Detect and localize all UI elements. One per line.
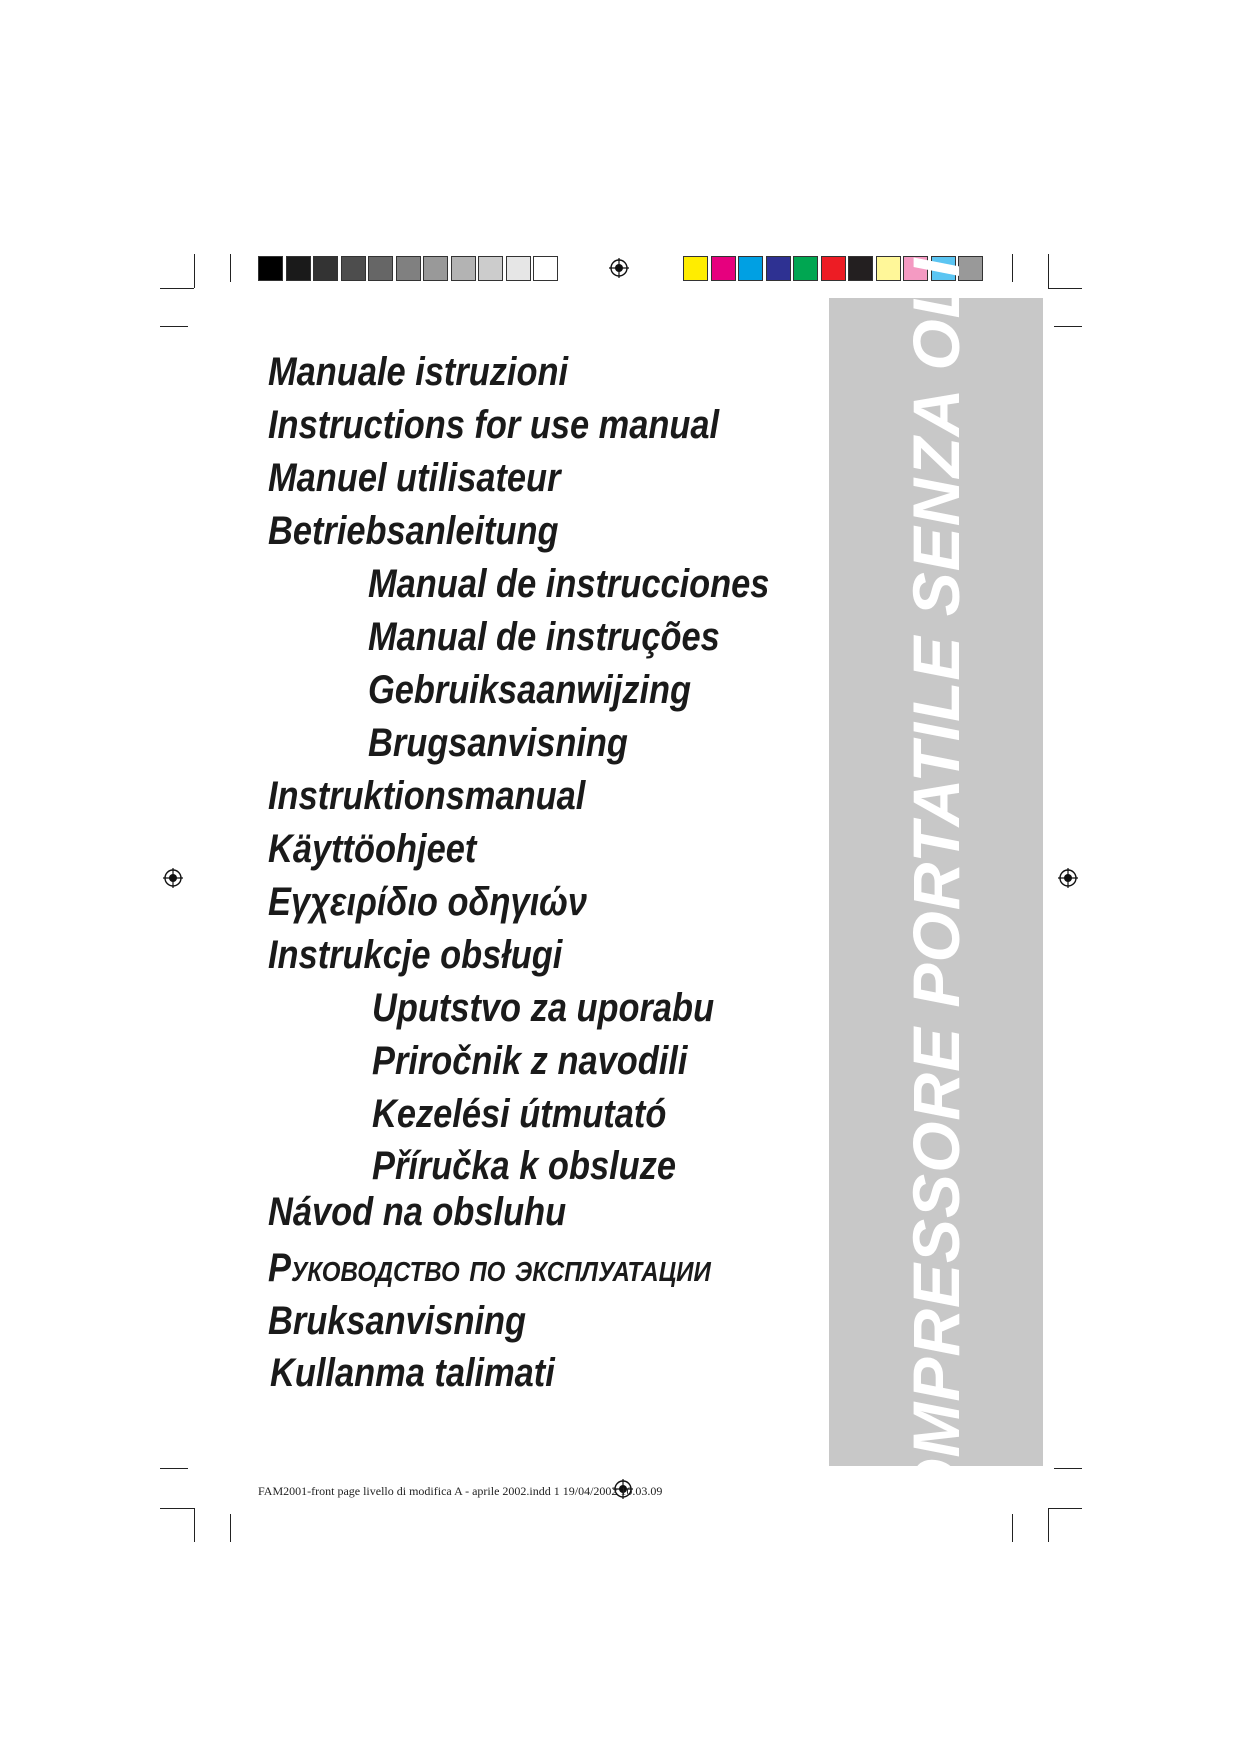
print-slug: FAM2001-front page livello di modifica A - aprile 2002.indd 1 19/04/2002 10.03.09 bbox=[258, 1484, 663, 1498]
color-swatch bbox=[711, 256, 736, 281]
crop-mark-br-v2 bbox=[1012, 1514, 1013, 1542]
crop-mark-tr-h2 bbox=[1054, 326, 1082, 327]
title-italian: Manuale istruzioni bbox=[268, 350, 569, 394]
crop-mark-br-h2 bbox=[1048, 1508, 1082, 1509]
registration-target-icon bbox=[1058, 868, 1078, 888]
title-hungarian: Kezelési útmutató bbox=[372, 1092, 667, 1136]
title-polish: Instrukcje obsługi bbox=[268, 933, 563, 977]
grayscale-swatch bbox=[506, 256, 531, 281]
color-swatch bbox=[738, 256, 763, 281]
product-name-sidebar bbox=[829, 205, 1043, 1559]
title-finnish: Käyttöohjeet bbox=[268, 827, 477, 871]
color-swatch bbox=[821, 256, 846, 281]
title-english: Instructions for use manual bbox=[268, 403, 720, 447]
crop-mark-bl-h2 bbox=[160, 1508, 194, 1509]
title-swedish: Instruktionsmanual bbox=[268, 774, 586, 818]
grayscale-swatch bbox=[423, 256, 448, 281]
grayscale-swatch bbox=[451, 256, 476, 281]
grayscale-swatch bbox=[286, 256, 311, 281]
color-swatch bbox=[848, 256, 873, 281]
title-danish: Brugsanvisning bbox=[368, 721, 628, 765]
crop-mark-tl-h bbox=[160, 288, 194, 289]
crop-mark-tl-v bbox=[194, 254, 195, 288]
crop-mark-tr-v bbox=[1048, 254, 1049, 288]
grayscale-swatch bbox=[313, 256, 338, 281]
crop-mark-tr-v2 bbox=[1012, 254, 1013, 282]
color-swatch bbox=[876, 256, 901, 281]
title-turkish: Kullanma talimati bbox=[270, 1351, 555, 1395]
crop-mark-br-h bbox=[1054, 1468, 1082, 1469]
title-spanish: Manual de instrucciones bbox=[368, 562, 770, 606]
title-greek: Εγχειρίδιο οδηγιών bbox=[268, 880, 588, 924]
crop-mark-bl-v2 bbox=[230, 1514, 231, 1542]
color-swatch bbox=[793, 256, 818, 281]
registration-target-icon bbox=[609, 258, 629, 278]
grayscale-swatch bbox=[478, 256, 503, 281]
title-french: Manuel utilisateur bbox=[268, 456, 561, 500]
color-swatch bbox=[766, 256, 791, 281]
crop-mark-br-v bbox=[1048, 1508, 1049, 1542]
crop-mark-bl-v bbox=[194, 1508, 195, 1542]
title-norwegian: Bruksanvisning bbox=[268, 1299, 527, 1343]
color-swatch bbox=[683, 256, 708, 281]
grayscale-swatch bbox=[368, 256, 393, 281]
title-dutch: Gebruiksaanwijzing bbox=[368, 668, 692, 712]
crop-mark-tr-h bbox=[1048, 288, 1082, 289]
product-name: COMPRESSORE PORTATILE SENZA OLIO bbox=[899, 205, 973, 1559]
title-russian: Руководство по эксплуатации bbox=[268, 1246, 711, 1290]
title-german: Betriebsanleitung bbox=[268, 509, 559, 553]
registration-target-icon bbox=[163, 868, 183, 888]
crop-mark-bl-h bbox=[160, 1468, 188, 1469]
title-portuguese: Manual de instruções bbox=[368, 615, 720, 659]
title-slovenian: Priročnik z navodili bbox=[372, 1039, 688, 1083]
grayscale-swatch bbox=[533, 256, 558, 281]
title-croatian: Uputstvo za uporabu bbox=[372, 986, 715, 1030]
grayscale-swatch bbox=[396, 256, 421, 281]
grayscale-swatch bbox=[258, 256, 283, 281]
title-slovak: Návod na obsluhu bbox=[268, 1190, 567, 1234]
title-czech: Příručka k obsluze bbox=[372, 1144, 676, 1188]
crop-mark-tl-v2 bbox=[230, 254, 231, 282]
crop-mark-tl-h2 bbox=[160, 326, 188, 327]
grayscale-swatch bbox=[341, 256, 366, 281]
